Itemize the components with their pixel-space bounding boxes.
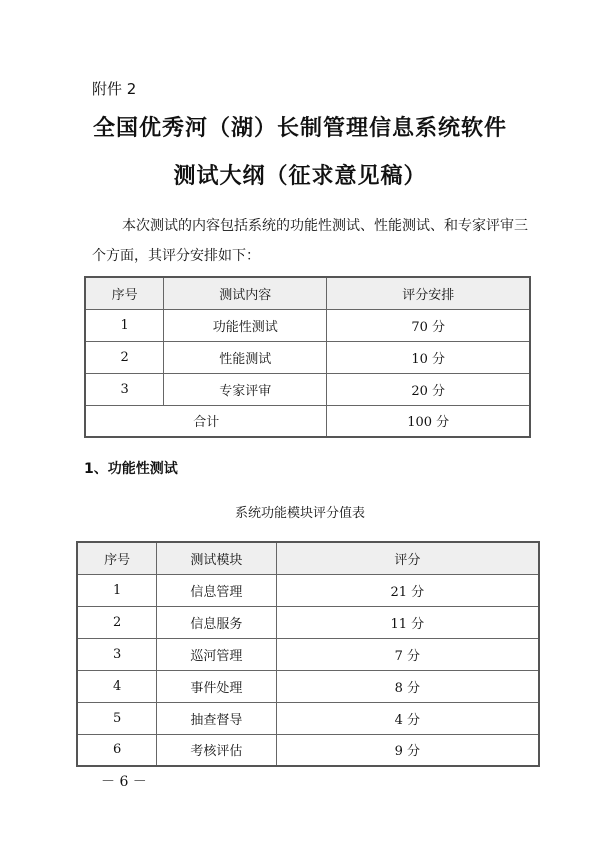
table-cell: 信息管理 [157, 574, 276, 606]
table-cell: 专家评审 [164, 373, 327, 405]
table-row [77, 574, 539, 606]
table-cell: 1 [77, 574, 157, 606]
table-cell: 信息服务 [157, 606, 276, 638]
table-cell: 1 [85, 309, 164, 341]
table-cell: 70 分 [327, 309, 530, 341]
table-cell: 9 分 [276, 734, 539, 766]
annex-label: 附件 2 [92, 80, 137, 98]
table-cell: 考核评估 [157, 734, 276, 766]
section-heading: 1、功能性测试 [84, 461, 178, 477]
table-cell: 4 分 [276, 702, 539, 734]
table-row [85, 341, 530, 373]
table-row [85, 309, 530, 341]
table-cell: 性能测试 [164, 341, 327, 373]
table-cell: 2 [77, 606, 157, 638]
total-label-cell: 合计 [85, 405, 327, 437]
table-cell: 10 分 [327, 341, 530, 373]
table-row [77, 606, 539, 638]
table-cell: 4 [77, 670, 157, 702]
header-cell: 序号 [77, 542, 157, 574]
table-cell: 3 [85, 373, 164, 405]
table-cell: 抽查督导 [157, 702, 276, 734]
table-row [77, 734, 539, 766]
table-cell: 5 [77, 702, 157, 734]
page-number: － 6 － [101, 774, 147, 790]
table-cell: 8 分 [276, 670, 539, 702]
table-cell: 11 分 [276, 606, 539, 638]
intro-text: 本次测试的内容包括系统的功能性测试、性能测试、和专家评审三个方面，其评分安排如下： [92, 218, 528, 264]
table-row [77, 670, 539, 702]
header-cell: 测试模块 [157, 542, 276, 574]
header-cell: 测试内容 [164, 277, 327, 309]
document-title-line1: 全国优秀河（湖）长制管理信息系统软件 [92, 116, 507, 141]
table-cell: 21 分 [276, 574, 539, 606]
table-caption: 系统功能模块评分值表 [234, 506, 365, 521]
table-header-row [85, 277, 530, 309]
score-table [84, 276, 531, 438]
header-cell: 序号 [85, 277, 164, 309]
table-row [85, 373, 530, 405]
table-cell: 20 分 [327, 373, 530, 405]
table-cell: 3 [77, 638, 157, 670]
table-cell: 6 [77, 734, 157, 766]
table-cell: 2 [85, 341, 164, 373]
total-value-cell: 100 分 [327, 405, 530, 437]
header-cell: 评分安排 [327, 277, 530, 309]
table-cell: 事件处理 [157, 670, 276, 702]
header-cell: 评分 [276, 542, 539, 574]
table-cell: 7 分 [276, 638, 539, 670]
document-title-line2: 测试大纲（征求意见稿） [173, 164, 427, 189]
table-header-row [77, 542, 539, 574]
module-score-table [76, 541, 540, 767]
intro-paragraph [92, 211, 530, 271]
table-cell: 功能性测试 [164, 309, 327, 341]
table-cell: 巡河管理 [157, 638, 276, 670]
table-total-row [85, 405, 530, 437]
table-row [77, 702, 539, 734]
table-row [77, 638, 539, 670]
